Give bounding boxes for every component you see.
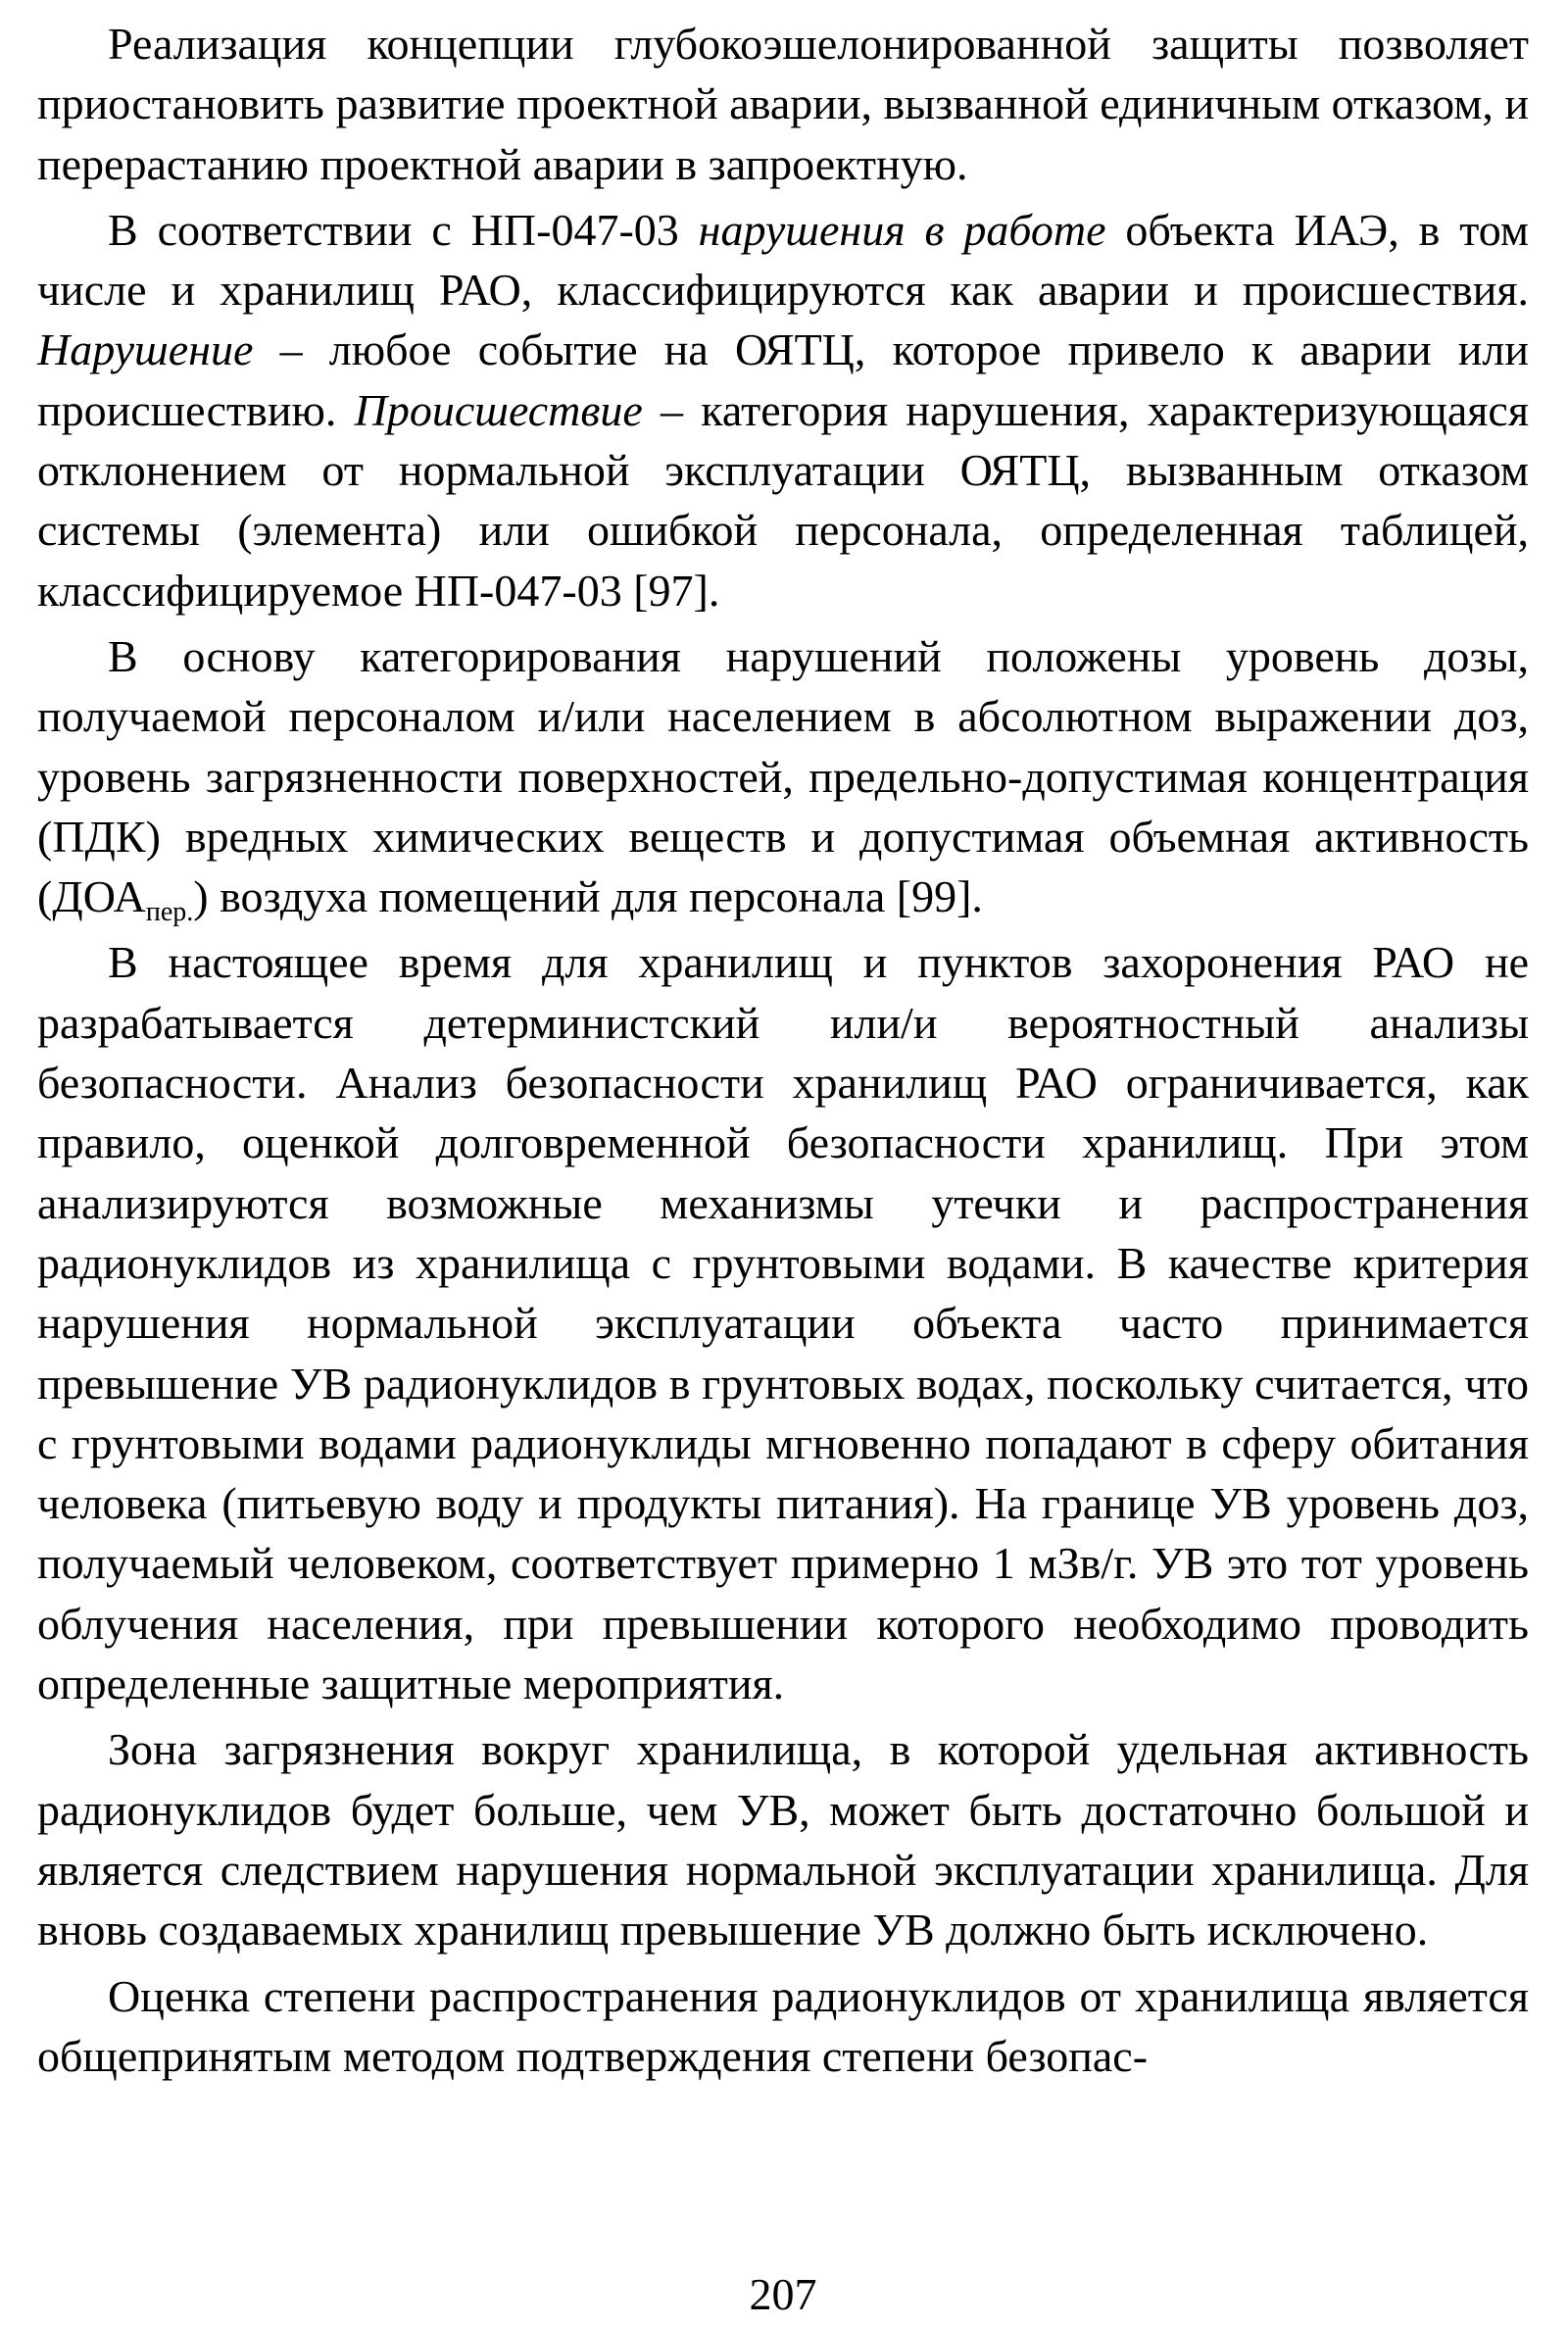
paragraph-3-text-a: В основу категорирования нарушений положены уровень дозы, получаемой персоналом и/или населением в абсолютном выражении доз, уровень загрязненности поверхностей, предельно-допустимая концентрация (ПДК) вредных химических веществ и допустимая объемная активность (ДОА <box>37 630 1529 922</box>
paragraph-6 <box>37 1966 1529 2087</box>
paragraph-2-text-a: В соответствии с НП-047-03 <box>108 204 699 255</box>
term-violations-in-operation: нарушения в работе <box>698 204 1106 255</box>
paragraph-2 <box>37 200 1529 620</box>
term-violation: Нарушение <box>37 324 254 375</box>
document-page <box>37 14 1529 2319</box>
paragraph-2-text-e: – любое событие на ОЯТЦ, которое привело к аварии или происшествию. <box>37 324 1529 435</box>
paragraph-6-text: Оценка степени распространения радионуклидов от хранилища является общепринятым методом подтверждения степени безопас- <box>37 1970 1529 2081</box>
paragraph-3-text-b: ) воздуха помещений для персонала [99]. <box>193 871 983 922</box>
subscript-per: пер. <box>145 897 194 928</box>
paragraph-2-text-c: объекта ИАЭ, в том числе и хранилищ РАО, классифицируются как аварии и происшествия. <box>37 204 1529 316</box>
paragraph-4 <box>37 932 1529 1713</box>
paragraph-3 <box>37 626 1529 926</box>
paragraph-5-text: Зона загрязнения вокруг хранилища, в которой удельная активность радионуклидов будет больше, чем УВ, может быть достаточно большой и является следствием нарушения нормальной эксплуатации хранилища. Для вновь создаваемых хранилищ превышение УВ должно быть исключено. <box>37 1724 1529 1955</box>
paragraph-5 <box>37 1719 1529 1959</box>
paragraph-4-text: В настоящее время для хранилищ и пунктов захоронения РАО не разрабатывается детерминистский или/и вероятностный анализы безопасности. Анализ безопасности хранилищ РАО ограничивается, как правило, оценкой долговременной безопасности хранилищ. При этом анализируются возможные механизмы утечки и распространения радионуклидов из хранилища с грунтовыми водами. В качестве критерия нарушения нормальной эксплуатации объекта часто принимается превышение УВ радионуклидов в грунтовых водах, поскольку считается, что с грунтовыми водами радионуклиды мгновенно попадают в сферу обитания человека (питьевую воду и продукты питания). На границе УВ уровень доз, получаемый человеком, соответствует примерно 1 мЗв/г. УВ это тот уровень облучения населения, при превышении которого необходимо проводить определенные защитные мероприятия. <box>37 937 1529 1709</box>
paragraph-1-text: Реализация концепции глубокоэшелонированной защиты позволяет приостановить развитие проектной аварии, вызванной единичным отказом, и перерастанию проектной аварии в запроектную. <box>37 19 1529 189</box>
term-incident: Происшествие <box>354 384 643 435</box>
paragraph-2-text-g: – категория нарушения, характеризующаяся отклонением от нормальной эксплуатации ОЯТЦ, вызванным отказом системы (элемента) или ошибкой персонала, определенная таблицей, классифицируемое НП-047-03 [97]. <box>37 384 1529 616</box>
page-number: 207 <box>749 2269 817 2319</box>
paragraph-1 <box>37 14 1529 194</box>
